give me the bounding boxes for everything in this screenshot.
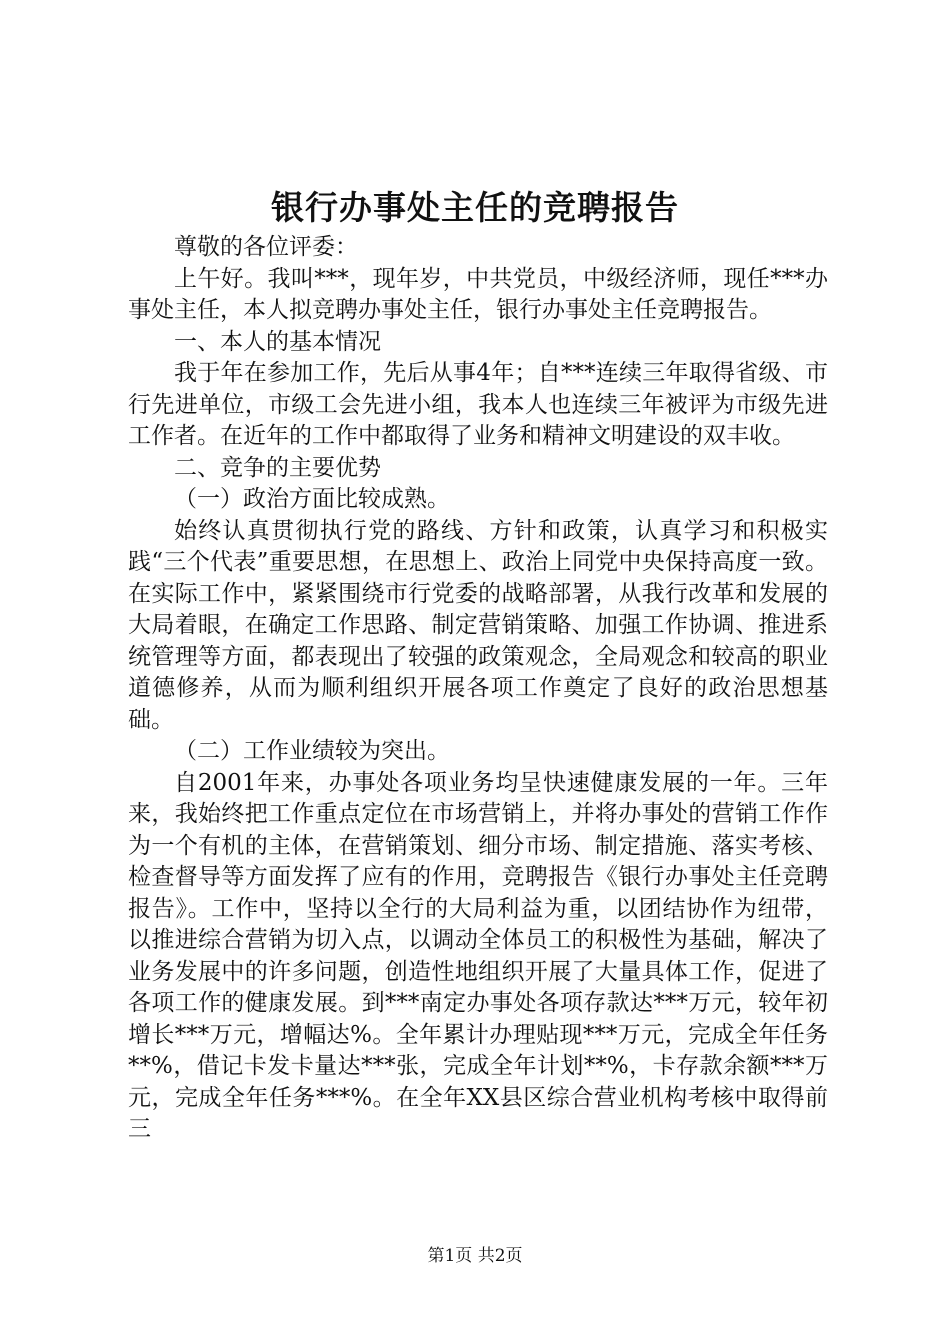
political-paragraph: 始终认真贯彻执行党的路线、方针和政策，认真学习和积极实践“三个代表”重要思想，在思想上、政治上同党中央保持高度一致。在实际工作中，紧紧围绕市行党委的战略部署，从我行改革和发展的大局着眼，在确定工作思路、制定营销策略、加强工作协调、推进系统管理等方面，都表现出了较强的政策观念，全局观念和较高的职业道德修养，从而为顺利组织开展各项工作奠定了良好的政治思想基础。 bbox=[128, 517, 828, 733]
subheading-political: （一）政治方面比较成熟。 bbox=[174, 486, 450, 512]
section-heading-advantages: 二、竞争的主要优势 bbox=[174, 454, 381, 481]
subheading-performance: （二）工作业绩较为突出。 bbox=[174, 738, 450, 764]
basic-info-paragraph: 我于年在参加工作，先后从事4年；自***连续三年取得省级、市行先进单位，市级工会先进小组，我本人也连续三年被评为市级先进工作者。在近年的工作中都取得了业务和精神文明建设的双丰收。 bbox=[128, 360, 828, 449]
document-body bbox=[128, 232, 828, 1146]
section-heading-basic-info: 一、本人的基本情况 bbox=[174, 328, 381, 355]
salutation-paragraph: 尊敬的各位评委： bbox=[174, 234, 358, 260]
intro-paragraph: 上午好。我叫***，现年岁，中共党员，中级经济师，现任***办事处主任，本人拟竞聘办事处主任，银行办事处主任竞聘报告。 bbox=[128, 265, 828, 323]
page-number: 第1页 共2页 bbox=[427, 1246, 523, 1266]
document-title: 银行办事处主任的竞聘报告 bbox=[271, 188, 679, 227]
performance-paragraph: 自2001年来，办事处各项业务均呈快速健康发展的一年。三年来，我始终把工作重点定位在市场营销上，并将办事处的营销工作作为一个有机的主体，在营销策划、细分市场、制定措施、落实考核、检查督导等方面发挥了应有的作用，竞聘报告《银行办事处主任竞聘报告》。工作中，坚持以全行的大局利益为重，以团结协作为纽带，以推进综合营销为切入点，以调动全体员工的积极性为基础，解决了业务发展中的许多问题，创造性地组织开展了大量具体工作，促进了各项工作的健康发展。到***南定办事处各项存款达***万元，较年初增长***万元，增幅达%。全年累计办理贴现***万元，完成全年任务**%，借记卡发卡量达***张，完成全年计划**%，卡存款余额***万元，完成全年任务***%。在全年XX县区综合营业机构考核中取得前三 bbox=[128, 769, 828, 1142]
